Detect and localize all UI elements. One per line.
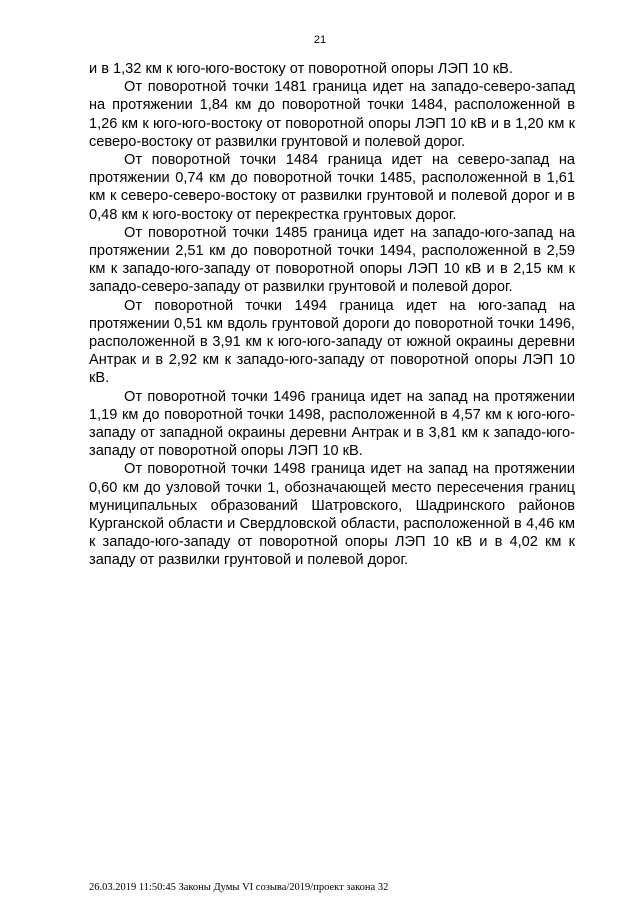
- paragraph-point-1496: От поворотной точки 1496 граница идет на запад на протяжении 1,19 км до поворотной точки 1498, расположенной в 4,57 км к юго-юго-западу от западной окраины деревни Антрак и в 3,81 км к западо-юго-западу от поворотной опоры ЛЭП 10 кВ.: [89, 388, 575, 460]
- paragraph-point-1498: От поворотной точки 1498 граница идет на запад на протяжении 0,60 км до узловой точки 1, обозначающей место пересечения границ муниципальных образований Шатровского, Шадринского районов Курганской области и Свердловской области, расположенной в 4,46 км к западо-юго-западу от поворотной опоры ЛЭП 10 кВ и в 4,02 км к западу от развилки грунтовой и полевой дорог.: [89, 461, 575, 569]
- paragraph-point-1481: От поворотной точки 1481 граница идет на западо-северо-запад на протяжении 1,84 км до поворотной точки 1484, расположенной в 1,26 км к юго-юго-востоку от поворотной опоры ЛЭП 10 кВ и в 1,20 км к северо-востоку от развилки грунтовой и полевой дорог.: [89, 79, 575, 150]
- paragraph-point-1484: От поворотной точки 1484 граница идет на северо-запад на протяжении 0,74 км до поворотной точки 1485, расположенной в 1,61 км к северо-северо-востоку от развилки грунтовой и полевой дорог и в 0,48 км к юго-востоку от перекрестка грунтовых дорог.: [89, 152, 575, 223]
- paragraph-point-1485: От поворотной точки 1485 граница идет на западо-юго-запад на протяжении 2,51 км до поворотной точки 1494, расположенной в 2,59 км к западо-юго-западу от поворотной опоры ЛЭП 10 кВ и в 2,15 км к западо-северо-западу от развилки грунтовой и полевой дорог.: [89, 224, 575, 296]
- page-number: 21: [313, 34, 327, 46]
- paragraph-point-1494: От поворотной точки 1494 граница идет на юго-запад на протяжении 0,51 км вдоль грунтовой дороги до поворотной точки 1496, расположенной в 3,91 км к юго-юго-западу от южной окраины деревни Антрак и в 2,92 км к западо-юго-западу от поворотной опоры ЛЭП 10 кВ.: [89, 297, 575, 387]
- paragraph-continuation: и в 1,32 км к юго-юго-востоку от поворотной опоры ЛЭП 10 кВ.: [89, 61, 513, 77]
- document-body: [89, 60, 575, 570]
- document-footer: 26.03.2019 11:50:45 Законы Думы VI созыва/2019/проект закона 32: [89, 882, 389, 893]
